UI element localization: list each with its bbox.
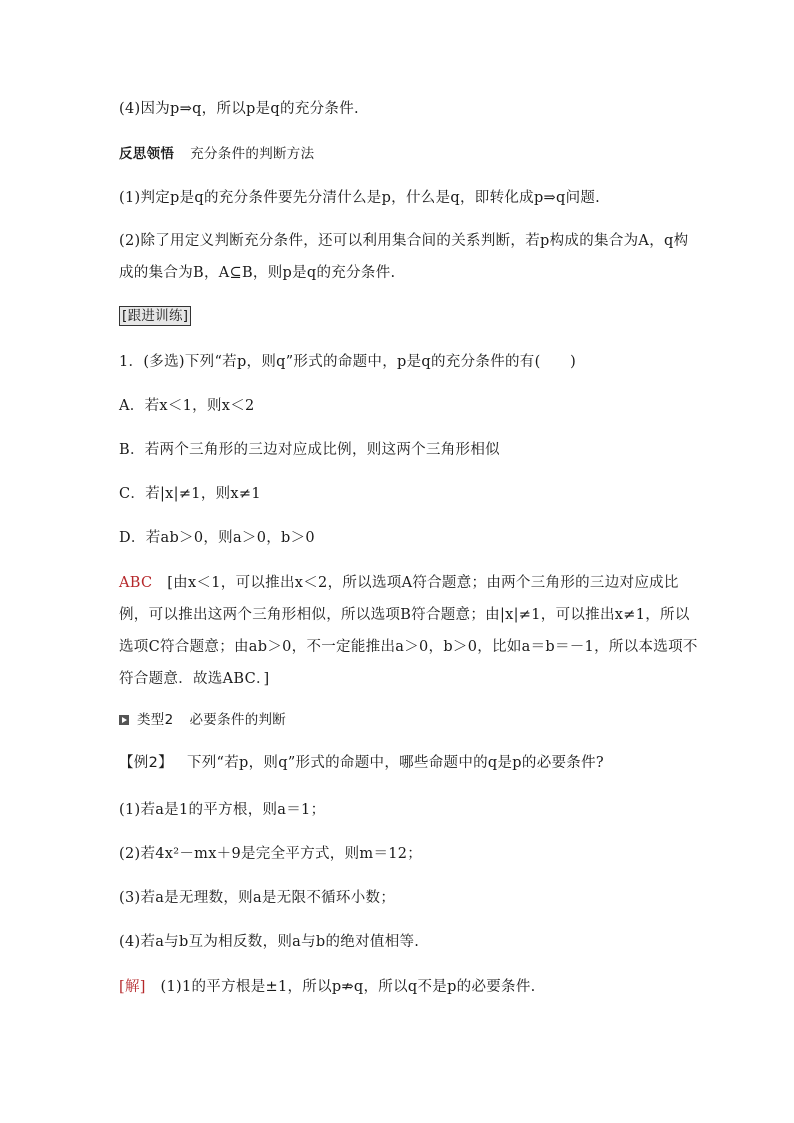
- example-label: 【例2】: [119, 755, 173, 771]
- answer-explanation: [由x＜1，可以推出x＜2，所以选项A符合题意；由两个三角形的三边对应成比例，可以推出这两个三角形相似，所以选项B符合题意；由|x|≠1，可以推出x≠1，所以选项C符合题意；由ab＞0，不一定能推出a＞0，b＞0，比如a＝b＝－1，所以本选项不符合题意．故选ABC．]: [119, 575, 698, 687]
- example-heading: [119, 754, 699, 772]
- option-c: C．若|x|≠1，则x≠1: [119, 486, 261, 502]
- question-1: 1．(多选)下列“若p，则q”形式的命题中，p是q的充分条件的有( ): [119, 354, 577, 370]
- type-label: 类型2: [137, 712, 174, 728]
- type-title: 必要条件的判断: [189, 712, 287, 728]
- example-item-3: (3)若a是无理数，则a是无限不循环小数；: [119, 890, 396, 906]
- type-heading: [119, 711, 699, 729]
- solution-label: [解]: [119, 979, 146, 995]
- reflect-point-1: (1)判定p是q的充分条件要先分清什么是p，什么是q，即转化成p⇒q问题.: [119, 190, 601, 206]
- solution-text: (1)1的平方根是±1，所以p⇏q，所以q不是p的必要条件.: [160, 979, 536, 995]
- example-text: 下列“若p，则q”形式的命题中，哪些命题中的q是p的必要条件?: [186, 755, 604, 771]
- example-item-1: (1)若a是1的平方根，则a＝1；: [119, 802, 326, 818]
- reflect-title: 充分条件的判断方法: [190, 146, 315, 162]
- reflect-point-2: (2)除了用定义判断充分条件，还可以利用集合间的关系判断，若p构成的集合为A，q构成的集合为B，A⊆B，则p是q的充分条件.: [119, 233, 689, 281]
- practice-heading: [119, 306, 699, 326]
- option-b: B．若两个三角形的三边对应成比例，则这两个三角形相似: [119, 442, 500, 458]
- example-item-2: (2)若4x²－mx＋9是完全平方式，则m＝12；: [119, 846, 423, 862]
- option-d: D．若ab＞0，则a＞0，b＞0: [119, 530, 315, 546]
- line-conclusion: (4)因为p⇒q，所以p是q的充分条件.: [119, 101, 359, 117]
- answer-paragraph: [119, 567, 699, 695]
- option-a: A．若x＜1，则x＜2: [119, 398, 255, 414]
- play-triangle-icon: [119, 715, 129, 725]
- practice-label: [跟进训练]: [119, 306, 191, 326]
- example-item-4: (4)若a与b互为相反数，则a与b的绝对值相等.: [119, 934, 420, 950]
- reflect-label: 反思领悟: [119, 146, 175, 162]
- answer-key: ABC: [119, 575, 153, 591]
- reflect-heading: [119, 145, 699, 163]
- solution-line: [119, 978, 699, 996]
